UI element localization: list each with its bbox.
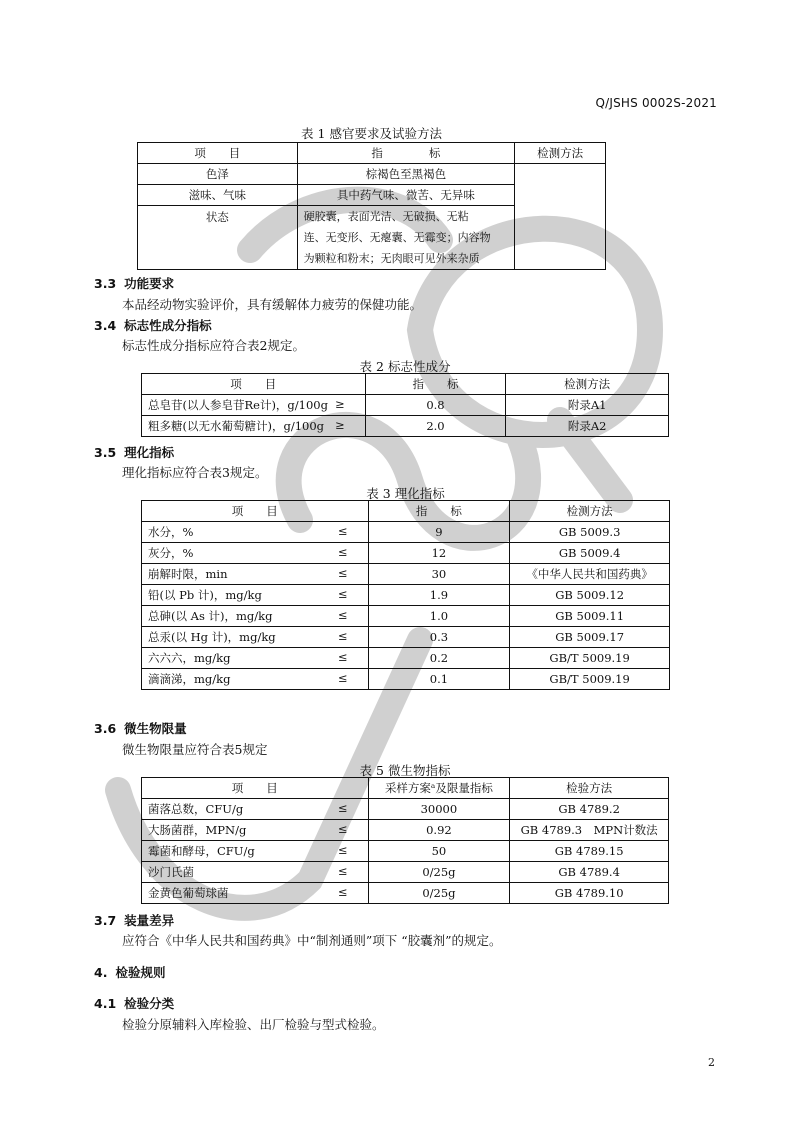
comparison-symbol: ≤ [337, 885, 348, 899]
table3-row-value: 0.2 [368, 648, 510, 669]
table3-row-method: GB/T 5009.19 [510, 669, 670, 690]
table1-caption: 表 1 感官要求及试验方法 [301, 126, 442, 141]
table3-row-method: GB 5009.12 [510, 585, 670, 606]
section-number: 4. [94, 965, 108, 980]
table2-marker-components [141, 373, 669, 437]
table3-caption: 表 3 理化指标 [366, 486, 445, 501]
table1-header-method: 检测方法 [515, 143, 606, 164]
table5-microbial [141, 777, 669, 904]
table2-row-item [142, 395, 366, 416]
section-4-1-heading [94, 994, 174, 1012]
item-label: 六六六，mg/kg [148, 651, 231, 665]
comparison-symbol: ≤ [337, 801, 348, 815]
comparison-symbol: ≥ [334, 397, 345, 411]
table5-row-value: 50 [368, 841, 510, 862]
table3-row-item [142, 606, 369, 627]
table3-row [142, 522, 670, 543]
table5-row-item [142, 820, 369, 841]
table3-header-item: 项 目 [142, 501, 369, 522]
standard-code: Q/JSHS 0002S-2021 [595, 96, 717, 110]
table5-row-value: 0/25g [368, 883, 510, 904]
table3-row [142, 564, 670, 585]
table1-sensory [137, 142, 606, 270]
item-label: 总皂苷(以人参皂苷Re计)，g/100g [148, 398, 328, 412]
item-label: 灰分，% [148, 546, 194, 560]
table5-header-method: 检验方法 [510, 778, 669, 799]
table3-row [142, 543, 670, 564]
comparison-symbol: ≤ [337, 864, 348, 878]
comparison-symbol: ≤ [337, 629, 348, 643]
section-number: 3.7 [94, 913, 117, 928]
table2-caption: 表 2 标志性成分 [359, 359, 451, 374]
table5-row [142, 820, 669, 841]
table2-row-value: 0.8 [365, 395, 506, 416]
comparison-symbol: ≤ [337, 566, 348, 580]
table3-row-method: GB/T 5009.19 [510, 648, 670, 669]
table5-row-method: GB 4789.4 [510, 862, 669, 883]
table3-row-item [142, 648, 369, 669]
section-number: 3.5 [94, 445, 117, 460]
table2-row-method: 附录A2 [506, 416, 669, 437]
table3-row [142, 627, 670, 648]
item-label: 崩解时限，min [148, 567, 228, 581]
comparison-symbol: ≤ [337, 587, 348, 601]
item-label: 总砷(以 As 计)，mg/kg [148, 609, 273, 623]
table2-header-method: 检测方法 [506, 374, 669, 395]
section-title: 检验分类 [124, 996, 175, 1011]
table3-row-value: 1.0 [368, 606, 510, 627]
table3-row-method: GB 5009.17 [510, 627, 670, 648]
table3-row-item [142, 585, 369, 606]
comparison-symbol: ≤ [337, 843, 348, 857]
table1-cell-spec: 具中药气味、微苦、无异味 [297, 185, 515, 206]
section-4-1-text: 检验分原辅料入库检验、出厂检验与型式检验。 [122, 1017, 385, 1032]
table3-row [142, 585, 670, 606]
table3-row-item [142, 669, 369, 690]
table1-cell-method [515, 164, 606, 270]
spec-line: 硬胶囊，表面光洁、无破损、无粘 [303, 210, 469, 223]
table2-header-spec: 指 标 [365, 374, 506, 395]
section-number: 4.1 [94, 996, 117, 1011]
table5-row-value: 0/25g [368, 862, 510, 883]
section-number: 3.3 [94, 276, 117, 291]
section-number: 3.6 [94, 721, 117, 736]
table3-row-value: 30 [368, 564, 510, 585]
table3-row-item [142, 627, 369, 648]
comparison-symbol: ≤ [337, 671, 348, 685]
table5-row [142, 841, 669, 862]
table3-row-value: 0.3 [368, 627, 510, 648]
table2-row-value: 2.0 [365, 416, 506, 437]
table3-row-value: 0.1 [368, 669, 510, 690]
table3-row [142, 606, 670, 627]
section-title: 装量差异 [124, 913, 175, 928]
section-3-7-heading [94, 911, 174, 929]
comparison-symbol: ≤ [337, 608, 348, 622]
table5-row-item [142, 862, 369, 883]
table5-row-method: GB 4789.2 [510, 799, 669, 820]
table5-header-item: 项 目 [142, 778, 369, 799]
table5-row-value: 30000 [368, 799, 510, 820]
section-3-5-text: 理化指标应符合表3规定。 [122, 465, 268, 480]
item-label: 铅(以 Pb 计)，mg/kg [148, 588, 262, 602]
comparison-symbol: ≥ [334, 418, 345, 432]
table5-row-method: GB 4789.15 [510, 841, 669, 862]
table3-physicochemical [141, 500, 670, 690]
table1-cell-spec-multiline [297, 206, 515, 270]
item-label: 总汞(以 Hg 计)，mg/kg [148, 630, 276, 644]
table3-row-method: 《中华人民共和国药典》 [510, 564, 670, 585]
spec-line: 为颗粒和粉末；无肉眼可见外来杂质 [303, 252, 480, 265]
item-label: 金黄色葡萄球菌 [148, 886, 229, 900]
table3-row [142, 669, 670, 690]
table3-row-method: GB 5009.3 [510, 522, 670, 543]
table3-row-method: GB 5009.4 [510, 543, 670, 564]
section-3-7-text: 应符合《中华人民共和国药典》中“制剂通则”项下 “胶囊剂”的规定。 [122, 933, 502, 948]
table2-header-item: 项 目 [142, 374, 366, 395]
table5-row [142, 799, 669, 820]
page-number: 2 [708, 1056, 715, 1069]
table5-row-item [142, 799, 369, 820]
table5-caption: 表 5 微生物指标 [359, 763, 451, 778]
comparison-symbol: ≤ [337, 822, 348, 836]
table3-header-spec: 指 标 [368, 501, 510, 522]
spec-line: 连、无变形、无瘪囊、无霉变；内容物 [303, 231, 491, 244]
table3-row-method: GB 5009.11 [510, 606, 670, 627]
table1-cell-item: 状态 [138, 206, 298, 270]
section-3-6-text: 微生物限量应符合表5规定 [122, 742, 268, 757]
section-3-3-text: 本品经动物实验评价，具有缓解体力疲劳的保健功能。 [122, 297, 423, 312]
comparison-symbol: ≤ [337, 524, 348, 538]
section-3-4-text: 标志性成分指标应符合表2规定。 [122, 338, 305, 353]
comparison-symbol: ≤ [337, 650, 348, 664]
table1-cell-item: 滋味、气味 [138, 185, 298, 206]
comparison-symbol: ≤ [337, 545, 348, 559]
table5-row [142, 862, 669, 883]
table2-row-method: 附录A1 [506, 395, 669, 416]
table3-row-item [142, 522, 369, 543]
table5-row-item [142, 841, 369, 862]
section-3-3-heading [94, 274, 174, 292]
item-label: 霉菌和酵母，CFU/g [148, 844, 255, 858]
table3-row-item [142, 543, 369, 564]
section-title: 微生物限量 [124, 721, 187, 736]
table3-header-method: 检测方法 [510, 501, 670, 522]
section-4-heading [94, 963, 165, 981]
table5-header-spec: 采样方案ᵃ及限量指标 [368, 778, 510, 799]
section-3-5-heading [94, 443, 174, 461]
section-title: 检验规则 [115, 965, 166, 980]
table2-row-item [142, 416, 366, 437]
table3-row-value: 9 [368, 522, 510, 543]
table3-row-value: 1.9 [368, 585, 510, 606]
item-label: 粗多糖(以无水葡萄糖计)，g/100g [148, 419, 325, 433]
item-label: 菌落总数，CFU/g [148, 802, 244, 816]
table3-row [142, 648, 670, 669]
table1-header-item: 项 目 [138, 143, 298, 164]
table5-row-value: 0.92 [368, 820, 510, 841]
section-number: 3.4 [94, 318, 117, 333]
table5-row [142, 883, 669, 904]
table1-header-spec: 指 标 [297, 143, 515, 164]
item-label: 滴滴涕，mg/kg [148, 672, 231, 686]
section-title: 功能要求 [124, 276, 175, 291]
section-3-6-heading [94, 719, 187, 737]
item-label: 大肠菌群，MPN/g [148, 823, 247, 837]
section-title: 理化指标 [124, 445, 175, 460]
table5-row-method: GB 4789.10 [510, 883, 669, 904]
table1-cell-spec: 棕褐色至黑褐色 [297, 164, 515, 185]
section-3-4-heading [94, 316, 212, 334]
section-title: 标志性成分指标 [124, 318, 212, 333]
table3-row-item [142, 564, 369, 585]
table3-row-value: 12 [368, 543, 510, 564]
table5-row-item [142, 883, 369, 904]
item-label: 水分，% [148, 525, 194, 539]
table1-cell-item: 色泽 [138, 164, 298, 185]
table5-row-method: GB 4789.3 MPN计数法 [510, 820, 669, 841]
item-label: 沙门氏菌 [148, 865, 194, 879]
